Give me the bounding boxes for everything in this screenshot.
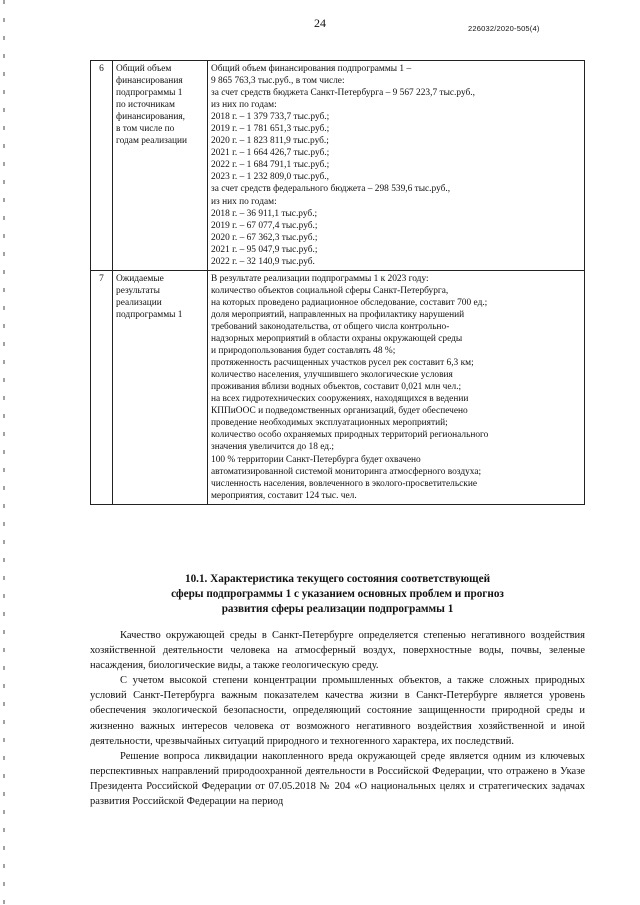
content-line: 2019 г. – 1 781 651,3 тыс.руб.;: [211, 124, 330, 135]
row-content-cell: [208, 61, 585, 271]
row-name-cell: [113, 61, 208, 271]
content-line: 2021 г. – 1 664 426,7 тыс.руб.;: [211, 148, 330, 159]
row-name-line: подпрограммы 1: [116, 309, 183, 320]
content-line: и природопользования будет составлять 48 %;: [211, 346, 396, 357]
content-line: 2018 г. – 1 379 733,7 тыс.руб.;: [211, 112, 330, 123]
margin-scan-marks: [3, 0, 5, 905]
row-name-line: реализации: [116, 297, 162, 308]
row-name-cell: [113, 270, 208, 504]
content-line: 2020 г. – 1 823 811,9 тыс.руб.;: [211, 136, 329, 147]
row-name-line: Общий объем: [116, 64, 172, 74]
content-line: из них по годам:: [211, 196, 277, 207]
content-line: из них по годам:: [211, 100, 277, 111]
row-name-line: Ожидаемые: [116, 273, 164, 284]
content-line: 9 865 763,3 тыс.руб., в том числе:: [211, 76, 345, 87]
row-name-line: результаты: [116, 285, 160, 296]
row-name-line: годам реализации: [116, 136, 188, 147]
content-line: количество населения, улучшившего экологические условия: [211, 370, 453, 381]
table-row-financing: [91, 61, 585, 271]
row-number: 7: [91, 270, 113, 504]
row-number: 6: [91, 61, 113, 271]
content-line: 2022 г. – 32 140,9 тыс.руб.: [211, 256, 315, 267]
section-body: [90, 628, 585, 809]
content-line: 2018 г. – 36 911,1 тыс.руб.;: [211, 208, 318, 219]
content-line: за счет средств бюджета Санкт-Петербурга – 9 567 223,7 тыс.руб.,: [211, 88, 475, 99]
paragraph: Качество окружающей среды в Санкт-Петербурге определяется степенью негативного воздействия хозяйственной деятельности человека на атмосферный воздух, поверхностные воды, почвы, зеленые насаждения, биологические виды, а также геологическую среду.: [90, 630, 585, 672]
heading-line: 10.1. Характеристика текущего состояния соответствующей: [184, 573, 491, 585]
content-line: за счет средств федерального бюджета – 298 539,6 тыс.руб.,: [211, 184, 451, 195]
row-name-line: подпрограммы 1: [116, 88, 183, 99]
paragraph: Решение вопроса ликвидации накопленного вреда окружающей среде является одним из ключевых перспективных направлений природоохранной деятельности в Российской Федерации, что отражено в Указе Президента Российской Федерации от 07.05.2018 № 204 «О национальных целях и стратегических задачах развития Российской Федерации на период: [90, 750, 585, 808]
content-line: значения увеличится до 18 ед.;: [211, 442, 335, 453]
content-line: 2020 г. – 67 362,3 тыс.руб.;: [211, 232, 318, 243]
document-code: 226032/2020-505(4): [468, 24, 540, 33]
content-line: мероприятия, составит 124 тыс. чел.: [211, 490, 357, 501]
row-content-cell: [208, 270, 585, 504]
content-line: КППиООС и подведомственных организаций, будет обеспечено: [211, 406, 468, 417]
content-line: 100 % территории Санкт-Петербурга будет охвачено: [211, 454, 421, 465]
content-line: протяженность расчищенных участков русел рек составит 6,3 км;: [211, 358, 474, 369]
content-line: 2022 г. – 1 684 791,1 тыс.руб.;: [211, 160, 330, 171]
row-name-line: по источникам: [116, 100, 175, 111]
content-line: В результате реализации подпрограммы 1 к 2023 году:: [211, 273, 429, 284]
content-line: на которых проведено радиационное обследование, составит 700 ед.;: [211, 297, 488, 308]
heading-line: сферы подпрограммы 1 с указанием основных проблем и прогноз: [171, 588, 504, 600]
table-row-expected-results: [91, 270, 585, 504]
content-line: 2021 г. – 95 047,9 тыс.руб.;: [211, 244, 318, 255]
content-line: проживания вблизи водных объектов, составит 0,021 млн чел.;: [211, 382, 462, 393]
row-name-line: финансирования,: [116, 112, 185, 123]
content-line: Общий объем финансирования подпрограммы 1 –: [211, 64, 412, 74]
content-line: 2019 г. – 67 077,4 тыс.руб.;: [211, 220, 318, 231]
content-line: 2023 г. – 1 232 809,0 тыс.руб.,: [211, 172, 329, 183]
content-line: доля мероприятий, направленных на профилактику нарушений: [211, 309, 465, 320]
section-heading: [90, 572, 585, 617]
page-number: 24: [314, 16, 326, 30]
row-name-line: финансирования: [116, 76, 183, 87]
paragraph: С учетом высокой степени концентрации промышленных объектов, а также сложных природных условий Санкт-Петербурга важным показателем качества жизни в Санкт-Петербурге является уровень обеспечения экологической безопасности, определяющий состояние защищенности природной среды и жизненно важных интересов человека от возможного негативного воздействия хозяйственной и иной деятельности, чрезвычайных ситуаций природного и техногенного характера, их последствий.: [90, 675, 585, 747]
content-line: численность населения, вовлеченного в эколого-просветительские: [211, 478, 478, 489]
subprogram-passport-table: [90, 60, 585, 505]
content-line: проведение необходимых эксплуатационных мероприятий;: [211, 418, 448, 429]
content-line: надзорных мероприятий в области охраны окружающей среды: [211, 334, 463, 345]
content-line: на всех гидротехнических сооружениях, находящихся в ведении: [211, 394, 469, 405]
row-name-line: в том числе по: [116, 124, 175, 135]
content-line: количество особо охраняемых природных территорий регионального: [211, 430, 489, 441]
heading-line: развития сферы реализации подпрограммы 1: [221, 603, 454, 615]
content-line: автоматизированной системой мониторинга атмосферного воздуха;: [211, 466, 482, 477]
content-line: требований законодательства, от общего числа контрольно-: [211, 321, 450, 332]
content-line: количество объектов социальной сферы Санкт-Петербурга,: [211, 285, 449, 296]
